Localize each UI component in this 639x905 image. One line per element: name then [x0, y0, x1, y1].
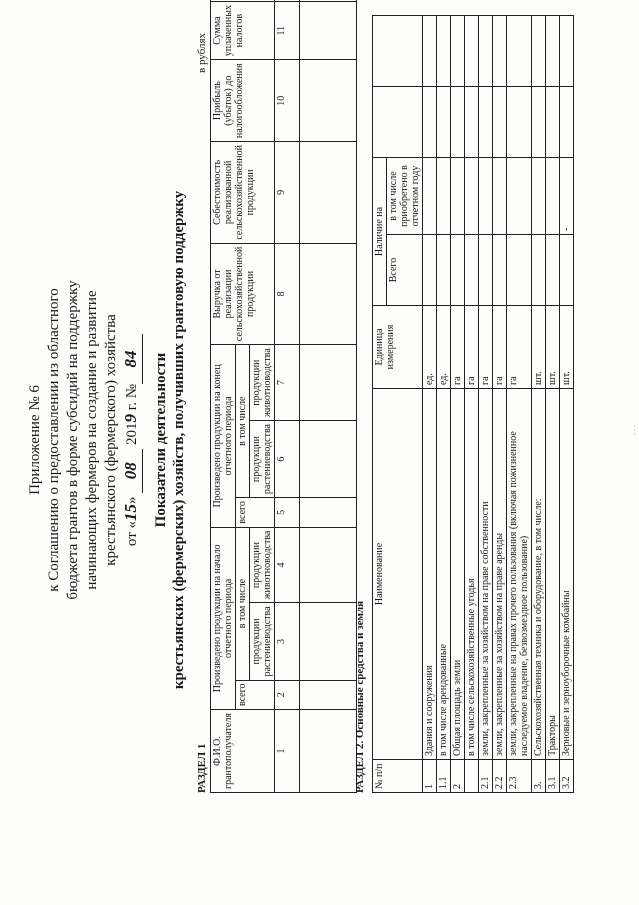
- row-extra: [507, 87, 532, 158]
- row-extra: [451, 87, 465, 158]
- row-bought: [507, 158, 532, 235]
- handwritten-month: 08: [121, 462, 140, 480]
- row-unit: ед.: [423, 306, 437, 389]
- row-extra: [507, 16, 532, 87]
- row-extra: [493, 87, 507, 158]
- col-taxes: Сумма уплаченных налогов: [211, 2, 275, 60]
- row-name: Сельскохозяйственная техника и оборудование, в том числе:: [532, 389, 546, 760]
- row-number: 1.1: [437, 760, 451, 793]
- table-row: [423, 16, 437, 793]
- row-extra: [437, 87, 451, 158]
- row-unit: шт.: [546, 306, 560, 389]
- row-bought: [546, 158, 560, 235]
- row-extra: [423, 87, 437, 158]
- col-end-including: в том числе: [236, 345, 250, 498]
- row-unit: га: [493, 306, 507, 389]
- row-extra: [560, 16, 574, 87]
- row-total: [423, 235, 437, 306]
- section2-label: РАЗДЕЛ 2. Основные средства и земля: [354, 600, 366, 793]
- row-name: земли, закрепленные за хозяйством на праве аренды: [493, 389, 507, 760]
- table-row: [465, 16, 479, 793]
- col-start-animal: продукции животноводства: [250, 527, 275, 603]
- col-bought: в том числе приобретено в отчетном году: [387, 158, 423, 235]
- col-end-animal: продукции животноводства: [250, 345, 275, 421]
- row-name: в том числе арендованные: [437, 389, 451, 760]
- column-numbers-row: [275, 0, 300, 793]
- row-extra: [423, 16, 437, 87]
- column-number-cell: 5: [275, 498, 300, 528]
- row-name: Здания и сооружения: [423, 389, 437, 760]
- row-unit: шт.: [560, 306, 574, 389]
- row-number: 2: [451, 760, 465, 793]
- row-total: [451, 235, 465, 306]
- appendix-header: [26, 15, 143, 865]
- row-unit: ед.: [437, 306, 451, 389]
- row-total: [437, 235, 451, 306]
- column-number-cell: 1: [275, 710, 300, 793]
- col-start-plant: продукции растениеводства: [250, 603, 275, 680]
- column-number-cell: 4: [275, 527, 300, 603]
- appendix-line: начинающих фермеров на создание и развитие: [84, 290, 100, 590]
- column-number-cell: 8: [275, 243, 300, 345]
- col-total: Всего: [387, 235, 423, 306]
- table-row: [507, 16, 532, 793]
- col-end-total: всего: [236, 498, 275, 528]
- table-row: [546, 16, 560, 793]
- row-name: Зерновые и зерноуборочные комбайны: [560, 389, 574, 760]
- row-bought: [423, 158, 437, 235]
- col-name: Наименование: [373, 389, 423, 760]
- row-total: [546, 235, 560, 306]
- agreement-date-line: от «15» 08 2019 г. №84: [121, 15, 143, 865]
- appendix-number: Приложение № 6: [27, 385, 43, 495]
- table-row: [493, 16, 507, 793]
- row-name: Тракторы: [546, 389, 560, 760]
- page-artifact: . . .: [628, 425, 637, 435]
- appendix-line: к Соглашению о предоставлении из областного: [46, 288, 62, 592]
- col-net-profit: [211, 0, 275, 2]
- row-bought: [437, 158, 451, 235]
- row-extra: [560, 87, 574, 158]
- col-revenue: Выручка от реализации сельскохозяйственной продукции: [211, 243, 275, 345]
- row-extra: [479, 87, 493, 158]
- row-number: 3.: [532, 760, 546, 793]
- row-name: земли, закрепленные на правах прочего пользования (включая пожизненное наследуемое владение, безвозмездное пользование): [507, 389, 532, 760]
- col-start-total: всего: [236, 680, 275, 710]
- row-name: земли, закрепленные за хозяйством на праве собственности: [479, 389, 493, 760]
- row-bought: [451, 158, 465, 235]
- row-total: [493, 235, 507, 306]
- table-row: [437, 16, 451, 793]
- table-row: [560, 16, 574, 793]
- table-row: [451, 16, 465, 793]
- row-name: Общая площадь земли: [451, 389, 465, 760]
- row-number: 1: [423, 760, 437, 793]
- row-number: [465, 760, 479, 793]
- row-bought: [532, 158, 546, 235]
- section1-label: РАЗДЕЛ 1: [196, 743, 208, 793]
- table-row: [532, 16, 546, 793]
- column-number-cell: [275, 0, 300, 2]
- handwritten-day: 15: [121, 503, 140, 521]
- section2-table: [372, 15, 574, 793]
- col-fio: Ф.И.О. грантополучателя: [211, 710, 275, 793]
- section2-rows: [423, 16, 574, 793]
- data-row-empty: [300, 0, 357, 793]
- row-extra: [451, 16, 465, 87]
- row-bought: -: [560, 158, 574, 235]
- row-unit: га: [507, 306, 532, 389]
- column-number-cell: 3: [275, 603, 300, 680]
- row-total: [532, 235, 546, 306]
- row-extra: [532, 16, 546, 87]
- col-extra: [373, 87, 423, 158]
- row-extra: [546, 87, 560, 158]
- row-number: 2.1: [479, 760, 493, 793]
- col-unit: Единица измерения: [373, 306, 423, 389]
- row-number: 3.1: [546, 760, 560, 793]
- appendix-line: крестьянского (фермерского) хозяйства: [103, 314, 119, 566]
- table-row: [479, 16, 493, 793]
- col-cost: Себестоимость реализованной сельскохозяйственной продукции: [211, 142, 275, 244]
- column-number-cell: 10: [275, 60, 300, 142]
- row-unit: га: [465, 306, 479, 389]
- row-bought: [493, 158, 507, 235]
- row-bought: [479, 158, 493, 235]
- row-bought: [465, 158, 479, 235]
- row-extra: [437, 16, 451, 87]
- col-availability: Наличие на: [373, 158, 387, 306]
- row-number: 2.2: [493, 760, 507, 793]
- row-extra: [532, 87, 546, 158]
- col-end-period: Произведено продукции на конец отчетного периода: [211, 345, 236, 527]
- col-extra: [373, 16, 423, 87]
- row-name: в том числе сельскохозяйственные угодья: [465, 389, 479, 760]
- row-unit: га: [451, 306, 465, 389]
- row-number: 3.2: [560, 760, 574, 793]
- section1-table: [210, 0, 357, 793]
- row-total: [479, 235, 493, 306]
- column-number-cell: 7: [275, 345, 300, 421]
- handwritten-year-digit: 9: [121, 413, 140, 423]
- column-number-cell: 6: [275, 421, 300, 498]
- col-start-period: Произведено продукции на начало отчетного периода: [211, 527, 236, 709]
- document-title: Показатели деятельности крестьянских (фермерских) хозяйств, получивших грантовую поддержку: [153, 190, 187, 690]
- row-extra: [465, 16, 479, 87]
- column-number-cell: 9: [275, 142, 300, 244]
- row-total: [465, 235, 479, 306]
- appendix-line: бюджета грантов в форме субсидий на поддержку: [65, 280, 81, 600]
- currency-note: в рублях: [196, 32, 208, 73]
- handwritten-number: 84: [121, 350, 140, 368]
- row-extra: [465, 87, 479, 158]
- row-extra: [493, 16, 507, 87]
- row-unit: га: [479, 306, 493, 389]
- row-extra: [546, 16, 560, 87]
- col-start-including: в том числе: [236, 527, 250, 680]
- column-number-cell: 11: [275, 2, 300, 60]
- row-unit: шт.: [532, 306, 546, 389]
- row-total: [507, 235, 532, 306]
- row-total: [560, 235, 574, 306]
- col-end-plant: продукции растениеводства: [250, 421, 275, 498]
- column-number-cell: 2: [275, 680, 300, 710]
- row-extra: [479, 16, 493, 87]
- col-number: № п/п: [373, 760, 423, 793]
- col-profit-before-tax: Прибыль (убыток) до налогообложения: [211, 60, 275, 142]
- row-number: 2.3: [507, 760, 532, 793]
